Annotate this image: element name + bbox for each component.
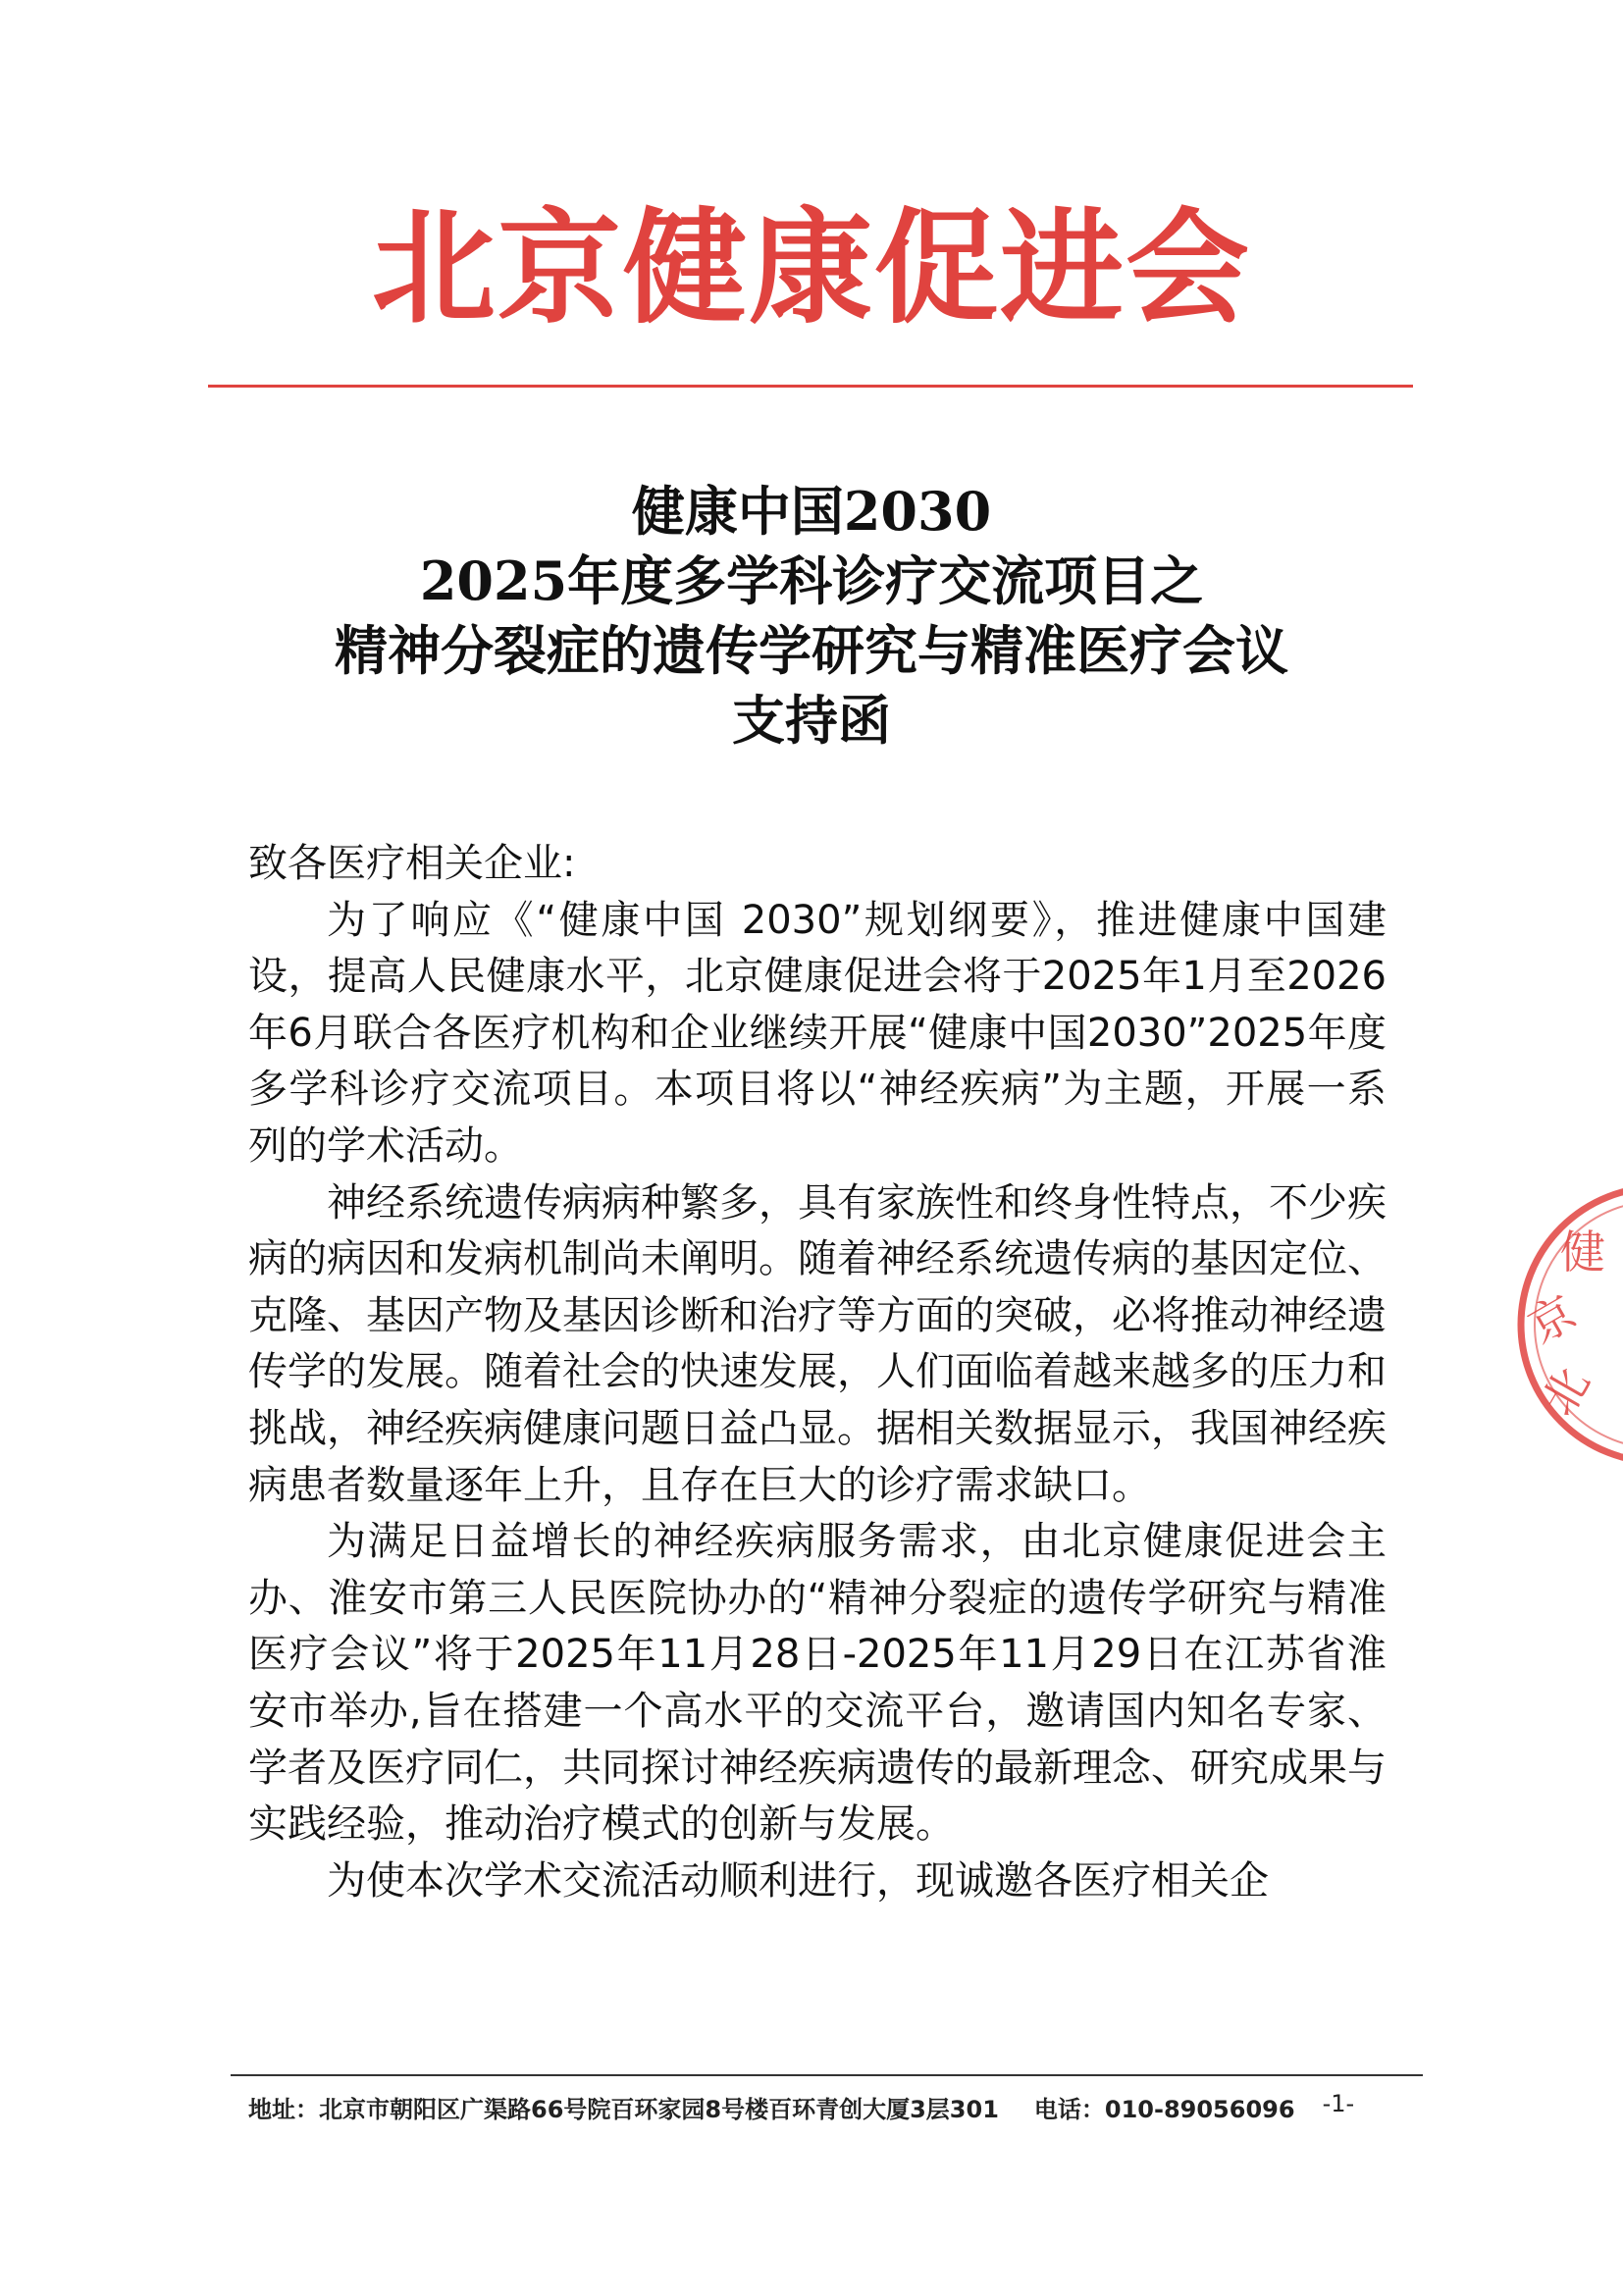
title-line-1: 健康中国2030 (631, 480, 992, 543)
letterhead-org-name: 北京健康促进会 (372, 196, 1251, 340)
letterhead-divider (208, 385, 1413, 388)
letter-body (248, 836, 1387, 1909)
seal-char-3: 健 (1560, 1226, 1605, 1278)
salutation: 致各医疗相关企业: (248, 841, 576, 886)
seal-char-2: 京 (1519, 1284, 1586, 1354)
title-line-3: 精神分裂症的遗传学研究与精准医疗会议 (335, 619, 1288, 682)
body-paragraph-4: 为使本次学术交流活动顺利进行，现诚邀各医疗相关企 (327, 1857, 1269, 1904)
title-line-4: 支持函 (732, 689, 891, 752)
document-title (0, 477, 1623, 756)
footer-phone: 电话：010-89056096 (1033, 2096, 1295, 2123)
official-seal-stamp (1511, 1177, 1623, 1472)
body-paragraph-2: 神经系统遗传病病种繁多，具有家族性和终身性特点，不少疾病的病因和发病机制尚未阐明。随着神经系统遗传病的基因定位、克隆、基因产物及基因诊断和治疗等方面的突破，必将推动神经遗传学的发展。随着社会的快速发展，人们面临着越来越多的压力和挑战，神经疾病健康问题日益凸显。据相关数据显示，我国神经疾病患者数量逐年上升，且存在巨大的诊疗需求缺口。 (248, 1179, 1387, 1508)
page-number: -1- (1322, 2090, 1355, 2117)
body-paragraph-3: 为满足日益增长的神经疾病服务需求，由北京健康促进会主办、淮安市第三人民医院协办的“精神分裂症的遗传学研究与精准医疗会议”将于2025年11月28日-2025年11月29日在江苏省淮安市举办,旨在搭建一个高水平的交流平台，邀请国内知名专家、学者及医疗同仁，共同探讨神经疾病遗传的最新理念、研究成果与实践经验，推动治疗模式的创新与发展。 (248, 1519, 1387, 1848)
footer-address: 地址：北京市朝阳区广渠路66号院百环家园8号楼百环青创大厦3层301 (248, 2096, 999, 2123)
footer (248, 2090, 1396, 2124)
seal-char-1: 北 (1531, 1358, 1600, 1425)
footer-divider (231, 2074, 1423, 2076)
body-paragraph-1: 为了响应《“健康中国 2030”规划纲要》，推进健康中国建设，提高人民健康水平，北京健康促进会将于2025年1月至2026年6月联合各医疗机构和企业继续开展“健康中国2030”2025年度多学科诊疗交流项目。本项目将以“神经疾病”为主题，开展一系列的学术活动。 (248, 897, 1387, 1169)
title-line-2: 2025年度多学科诊疗交流项目之 (419, 549, 1204, 612)
